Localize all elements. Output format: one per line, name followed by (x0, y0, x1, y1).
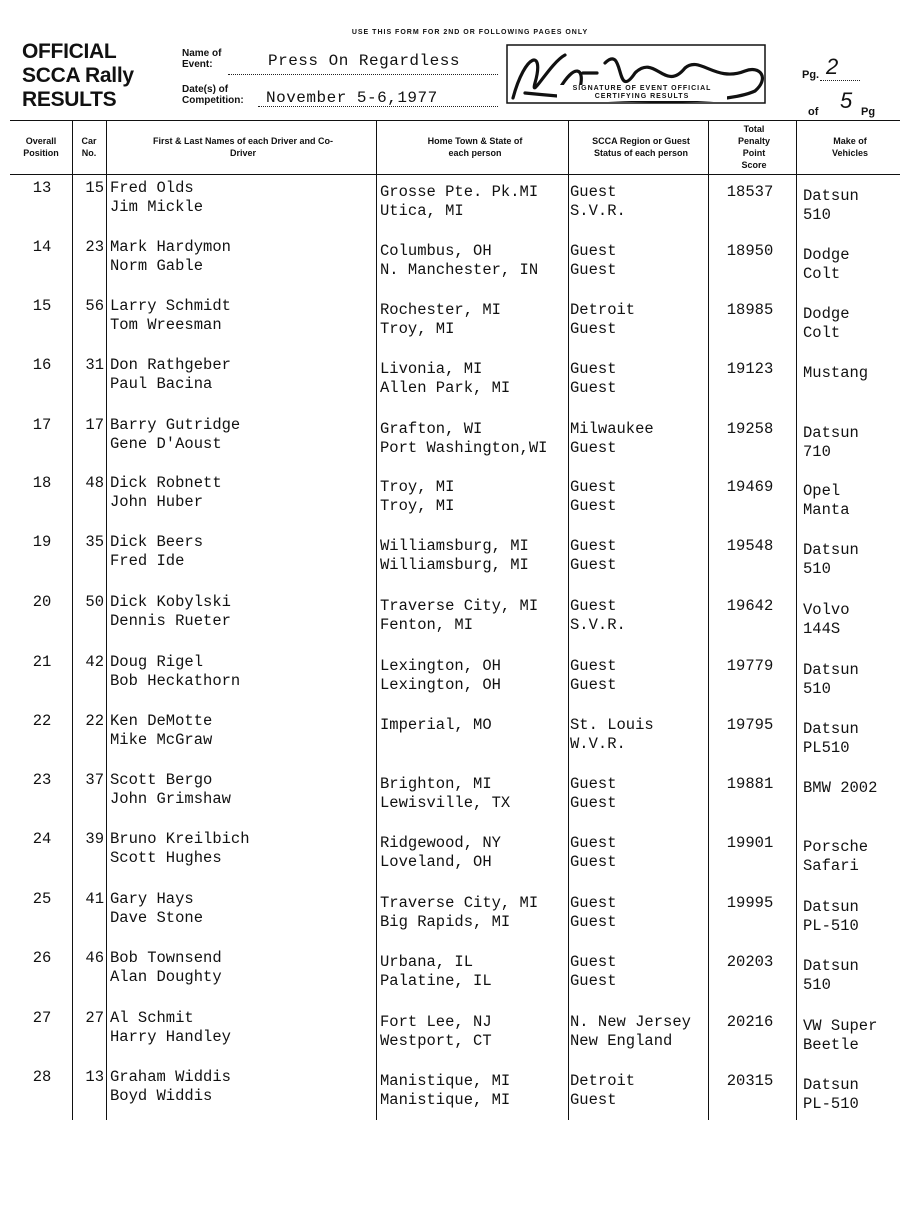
vehicle-make (803, 482, 900, 520)
car-number: 15 (85, 179, 104, 197)
driver-name: Dick Kobylski (110, 593, 231, 611)
crew-names (110, 593, 375, 631)
page-total: 5 (840, 88, 853, 113)
driver-name: Al Schmit (110, 1009, 194, 1027)
header-car-no: Car No. (81, 136, 97, 158)
driver-name: Don Rathgeber (110, 356, 231, 374)
table-row (0, 593, 900, 651)
region-status (570, 420, 708, 458)
home-towns (380, 360, 570, 398)
driver-region: Guest (570, 478, 617, 496)
codriver-home-town: Palatine, IL (380, 972, 492, 990)
driver-home-town: Columbus, OH (380, 242, 492, 260)
car-number: 42 (85, 653, 104, 671)
vehicle-make-line-1: Opel (803, 482, 841, 500)
driver-home-town: Brighton, MI (380, 775, 492, 793)
driver-name: Doug Rigel (110, 653, 204, 671)
penalty-score: 18537 (726, 183, 774, 201)
driver-region: Milwaukee (570, 420, 654, 438)
codriver-home-town: Fenton, MI (380, 616, 474, 634)
codriver-name: Bob Heckathorn (110, 672, 241, 690)
page-indicator (800, 54, 900, 122)
overall-position: 24 (32, 830, 52, 848)
vehicle-make-line-2: Manta (803, 501, 850, 519)
codriver-home-town: Big Rapids, MI (380, 913, 511, 931)
overall-position: 15 (32, 297, 52, 315)
vehicle-make-line-1: Datsun (803, 187, 859, 205)
header-region: SCCA Region or Guest Status of each person (592, 136, 690, 158)
overall-position: 16 (32, 356, 52, 374)
codriver-region: Guest (570, 972, 617, 990)
penalty-score: 19779 (726, 657, 774, 675)
page-number-underline (820, 80, 860, 81)
penalty-score: 19258 (726, 420, 774, 438)
page-label: Pg. (802, 69, 820, 81)
driver-name: Barry Gutridge (110, 416, 241, 434)
driver-name: Graham Widdis (110, 1068, 231, 1086)
car-number: 35 (85, 533, 104, 551)
home-towns (380, 657, 570, 695)
table-row (0, 356, 900, 414)
home-towns (380, 301, 570, 339)
driver-region: Guest (570, 953, 617, 971)
codriver-name: John Grimshaw (110, 790, 231, 808)
driver-home-town: Troy, MI (380, 478, 455, 496)
vehicle-make (803, 364, 900, 383)
penalty-score: 18950 (726, 242, 774, 260)
driver-name: Larry Schmidt (110, 297, 231, 315)
driver-home-town: Fort Lee, NJ (380, 1013, 492, 1031)
codriver-name: John Huber (110, 493, 204, 511)
driver-home-town: Grafton, WI (380, 420, 483, 438)
penalty-score: 18985 (726, 301, 774, 319)
car-number: 41 (85, 890, 104, 908)
codriver-home-town: Westport, CT (380, 1032, 492, 1050)
codriver-region: Guest (570, 1091, 617, 1109)
vehicle-make (803, 601, 900, 639)
codriver-name: Fred Ide (110, 552, 185, 570)
table-row (0, 771, 900, 829)
table-row (0, 297, 900, 355)
region-status (570, 478, 708, 516)
event-name-label: Name of Event: (182, 48, 222, 70)
vehicle-make-line-2: 510 (803, 680, 831, 698)
table-row (0, 890, 900, 948)
vehicle-make-line-2: Safari (803, 857, 859, 875)
date-value: November 5-6,1977 (266, 89, 438, 107)
vehicle-make (803, 661, 900, 699)
region-status (570, 894, 708, 932)
penalty-score: 19995 (726, 894, 774, 912)
table-row (0, 533, 900, 591)
table-row (0, 949, 900, 1007)
table-row (0, 179, 900, 237)
crew-names (110, 1009, 375, 1047)
vehicle-make (803, 246, 900, 284)
table-row (0, 1068, 900, 1126)
driver-home-town: Grosse Pte. Pk.MI (380, 183, 539, 201)
vehicle-make-line-1: Datsun (803, 898, 859, 916)
vehicle-make-line-2: 510 (803, 976, 831, 994)
codriver-name: Jim Mickle (110, 198, 204, 216)
codriver-home-town: Troy, MI (380, 320, 455, 338)
crew-names (110, 533, 375, 571)
car-number: 17 (85, 416, 104, 434)
codriver-region: Guest (570, 320, 617, 338)
overall-position: 28 (32, 1068, 52, 1086)
home-towns (380, 183, 570, 221)
region-status (570, 242, 708, 280)
driver-home-town: Imperial, MO (380, 716, 492, 734)
home-towns (380, 242, 570, 280)
vehicle-make (803, 1017, 900, 1055)
region-status (570, 360, 708, 398)
header-overall-position: Overall Position (23, 136, 59, 158)
table-row (0, 474, 900, 532)
overall-position: 17 (32, 416, 52, 434)
vehicle-make-line-2: Beetle (803, 1036, 859, 1054)
overall-position: 13 (32, 179, 52, 197)
driver-home-town: Urbana, IL (380, 953, 474, 971)
codriver-region: New England (570, 1032, 673, 1050)
car-number: 13 (85, 1068, 104, 1086)
home-towns (380, 894, 570, 932)
driver-name: Bob Townsend (110, 949, 222, 967)
crew-names (110, 179, 375, 217)
codriver-region: Guest (570, 379, 617, 397)
codriver-name: Alan Doughty (110, 968, 222, 986)
driver-home-town: Williamsburg, MI (380, 537, 529, 555)
region-status (570, 301, 708, 339)
codriver-region: Guest (570, 497, 617, 515)
crew-names (110, 238, 375, 276)
crew-names (110, 949, 375, 987)
vehicle-make (803, 838, 900, 876)
vehicle-make-line-1: Datsun (803, 541, 859, 559)
vehicle-make (803, 541, 900, 579)
region-status (570, 537, 708, 575)
codriver-name: Dave Stone (110, 909, 204, 927)
date-label: Date(s) of Competition: (182, 84, 244, 106)
codriver-home-town: Troy, MI (380, 497, 455, 515)
penalty-score: 19548 (726, 537, 774, 555)
car-number: 31 (85, 356, 104, 374)
codriver-name: Boyd Widdis (110, 1087, 213, 1105)
codriver-region: Guest (570, 439, 617, 457)
driver-region: Guest (570, 537, 617, 555)
driver-home-town: Rochester, MI (380, 301, 501, 319)
vehicle-make-line-1: Dodge (803, 305, 850, 323)
home-towns (380, 537, 570, 575)
table-row (0, 416, 900, 474)
vehicle-make-line-2: 510 (803, 560, 831, 578)
table-row (0, 712, 900, 770)
region-status (570, 1013, 708, 1051)
overall-position: 26 (32, 949, 52, 967)
driver-home-town: Manistique, MI (380, 1072, 511, 1090)
car-number: 48 (85, 474, 104, 492)
driver-home-town: Lexington, OH (380, 657, 501, 675)
codriver-region: Guest (570, 556, 617, 574)
driver-name: Dick Robnett (110, 474, 222, 492)
official-signature (505, 43, 773, 109)
codriver-region: S.V.R. (570, 616, 626, 634)
crew-names (110, 830, 375, 868)
home-towns (380, 420, 570, 458)
region-status (570, 597, 708, 635)
driver-name: Dick Beers (110, 533, 204, 551)
vehicle-make (803, 187, 900, 225)
codriver-home-town: Utica, MI (380, 202, 464, 220)
overall-position: 19 (32, 533, 52, 551)
overall-position: 25 (32, 890, 52, 908)
codriver-region: Guest (570, 853, 617, 871)
vehicle-make (803, 720, 900, 758)
driver-region: Guest (570, 657, 617, 675)
vehicle-make-line-1: Datsun (803, 720, 859, 738)
penalty-score: 19901 (726, 834, 774, 852)
codriver-name: Scott Hughes (110, 849, 222, 867)
vehicle-make (803, 779, 900, 798)
driver-name: Ken DeMotte (110, 712, 213, 730)
codriver-home-town: Williamsburg, MI (380, 556, 529, 574)
vehicle-make-line-2: PL510 (803, 739, 850, 757)
overall-position: 21 (32, 653, 52, 671)
vehicle-make-line-2: 144S (803, 620, 841, 638)
overall-position: 20 (32, 593, 52, 611)
driver-region: St. Louis (570, 716, 654, 734)
crew-names (110, 297, 375, 335)
penalty-score: 20216 (726, 1013, 774, 1031)
penalty-score: 20315 (726, 1072, 774, 1090)
driver-region: Detroit (570, 1072, 636, 1090)
overall-position: 27 (32, 1009, 52, 1027)
overall-position: 14 (32, 238, 52, 256)
vehicle-make (803, 305, 900, 343)
of-label: of (808, 106, 819, 118)
codriver-name: Dennis Rueter (110, 612, 231, 630)
codriver-home-town: Loveland, OH (380, 853, 492, 871)
vehicle-make-line-1: Datsun (803, 1076, 859, 1094)
vehicle-make (803, 898, 900, 936)
codriver-home-town: Manistique, MI (380, 1091, 511, 1109)
vehicle-make-line-1: Datsun (803, 957, 859, 975)
overall-position: 23 (32, 771, 52, 789)
home-towns (380, 775, 570, 813)
region-status (570, 657, 708, 695)
overall-position: 18 (32, 474, 52, 492)
vehicle-make-line-1: Porsche (803, 838, 869, 856)
codriver-region: W.V.R. (570, 735, 626, 753)
vehicle-make-line-2: PL-510 (803, 1095, 859, 1113)
penalty-score: 19642 (726, 597, 774, 615)
driver-home-town: Traverse City, MI (380, 894, 539, 912)
codriver-name: Gene D'Aoust (110, 435, 222, 453)
driver-home-town: Livonia, MI (380, 360, 483, 378)
driver-name: Gary Hays (110, 890, 194, 908)
penalty-score: 19123 (726, 360, 774, 378)
vehicle-make-line-1: BMW 2002 (803, 779, 878, 797)
table-row (0, 1009, 900, 1067)
penalty-score: 19795 (726, 716, 774, 734)
vehicle-make-line-1: VW Super (803, 1017, 878, 1035)
vehicle-make-line-2: 710 (803, 443, 831, 461)
home-towns (380, 597, 570, 635)
car-number: 46 (85, 949, 104, 967)
driver-name: Fred Olds (110, 179, 194, 197)
header-names: First & Last Names of each Driver and Co-Driver (152, 136, 334, 158)
signature-caption: SIGNATURE OF EVENT OFFICIAL CERTIFYING RESULTS (557, 85, 727, 101)
vehicle-make-line-2: PL-510 (803, 917, 859, 935)
codriver-home-town: N. Manchester, IN (380, 261, 539, 279)
car-number: 50 (85, 593, 104, 611)
region-status (570, 775, 708, 813)
header-make: Make of Vehicles (831, 136, 869, 158)
crew-names (110, 712, 375, 750)
vehicle-make-line-2: Colt (803, 324, 841, 342)
penalty-score: 19881 (726, 775, 774, 793)
home-towns (380, 1013, 570, 1051)
driver-region: Guest (570, 894, 617, 912)
page-number: 2 (826, 54, 839, 79)
car-number: 27 (85, 1009, 104, 1027)
vehicle-make (803, 957, 900, 995)
crew-names (110, 771, 375, 809)
table-row (0, 238, 900, 296)
header-home-town: Home Town & State of each person (427, 136, 523, 158)
codriver-region: Guest (570, 261, 617, 279)
home-towns (380, 478, 570, 516)
home-towns (380, 716, 570, 735)
vehicle-make-line-1: Datsun (803, 661, 859, 679)
codriver-name: Tom Wreesman (110, 316, 222, 334)
crew-names (110, 474, 375, 512)
driver-region: Guest (570, 597, 617, 615)
brand-line-1: OFFICIAL (22, 40, 117, 63)
crew-names (110, 356, 375, 394)
driver-region: Guest (570, 834, 617, 852)
vehicle-make-line-2: Colt (803, 265, 841, 283)
home-towns (380, 834, 570, 872)
driver-name: Scott Bergo (110, 771, 213, 789)
table-header (10, 120, 900, 174)
home-towns (380, 1072, 570, 1110)
codriver-home-town: Port Washington,WI (380, 439, 548, 457)
form-usage-note: USE THIS FORM FOR 2ND OR FOLLOWING PAGES ONLY (351, 29, 589, 36)
codriver-region: Guest (570, 676, 617, 694)
codriver-name: Mike McGraw (110, 731, 213, 749)
driver-region: Guest (570, 360, 617, 378)
region-status (570, 834, 708, 872)
penalty-score: 19469 (726, 478, 774, 496)
table-row (0, 830, 900, 888)
codriver-home-town: Lewisville, TX (380, 794, 511, 812)
codriver-name: Norm Gable (110, 257, 204, 275)
region-status (570, 953, 708, 991)
crew-names (110, 416, 375, 454)
vehicle-make-line-1: Mustang (803, 364, 869, 382)
event-name-value: Press On Regardless (268, 52, 460, 70)
driver-region: Detroit (570, 301, 636, 319)
event-name-underline (228, 74, 498, 75)
crew-names (110, 653, 375, 691)
car-number: 56 (85, 297, 104, 315)
codriver-name: Harry Handley (110, 1028, 231, 1046)
car-number: 39 (85, 830, 104, 848)
driver-region: Guest (570, 242, 617, 260)
codriver-region: Guest (570, 913, 617, 931)
vehicle-make-line-1: Dodge (803, 246, 850, 264)
vehicle-make (803, 1076, 900, 1114)
codriver-region: Guest (570, 794, 617, 812)
vehicle-make-line-2: 510 (803, 206, 831, 224)
car-number: 23 (85, 238, 104, 256)
table-row (0, 653, 900, 711)
brand-line-2: SCCA Rally (22, 64, 134, 87)
codriver-region: S.V.R. (570, 202, 626, 220)
codriver-home-town: Allen Park, MI (380, 379, 511, 397)
driver-home-town: Ridgewood, NY (380, 834, 501, 852)
driver-name: Mark Hardymon (110, 238, 231, 256)
brand-line-3: RESULTS (22, 88, 117, 111)
header-score: Total Penalty Point Score (737, 124, 770, 170)
pg-suffix: Pg (861, 106, 876, 118)
crew-names (110, 890, 375, 928)
form-brand (22, 40, 134, 112)
codriver-home-town: Lexington, OH (380, 676, 501, 694)
home-towns (380, 953, 570, 991)
penalty-score: 20203 (726, 953, 774, 971)
region-status (570, 716, 708, 754)
driver-name: Bruno Kreilbich (110, 830, 250, 848)
driver-region: Guest (570, 775, 617, 793)
vehicle-make-line-1: Datsun (803, 424, 859, 442)
vehicle-make-line-1: Volvo (803, 601, 850, 619)
car-number: 22 (85, 712, 104, 730)
car-number: 37 (85, 771, 104, 789)
vehicle-make (803, 424, 900, 462)
region-status (570, 1072, 708, 1110)
driver-region: N. New Jersey (570, 1013, 691, 1031)
driver-home-town: Traverse City, MI (380, 597, 539, 615)
driver-region: Guest (570, 183, 617, 201)
codriver-name: Paul Bacina (110, 375, 213, 393)
region-status (570, 183, 708, 221)
crew-names (110, 1068, 375, 1106)
overall-position: 22 (32, 712, 52, 730)
header-bottom-border (10, 174, 900, 175)
